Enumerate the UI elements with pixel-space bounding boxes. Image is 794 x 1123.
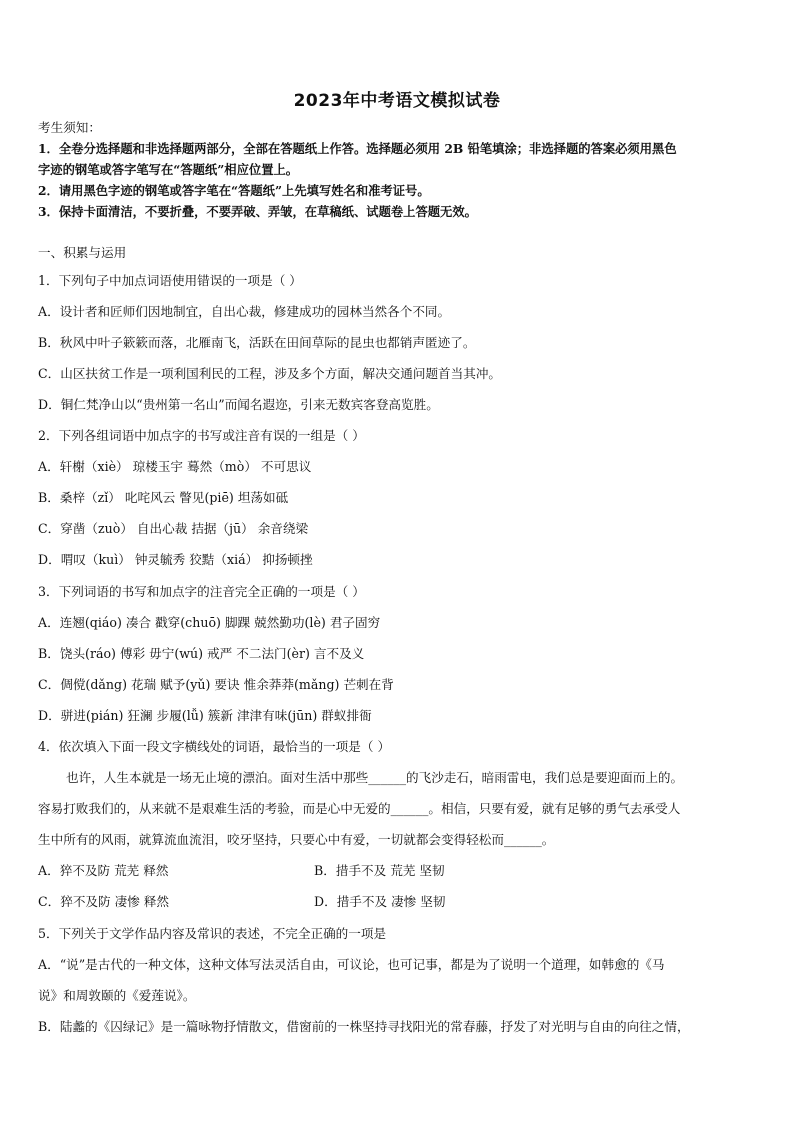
question-2-option-c: C．穿凿（zuò） 自出心裁 拮据（jū） 余音绕梁 xyxy=(38,521,309,536)
question-4-option-c: C．猝不及防 凄惨 释然 xyxy=(38,894,169,909)
question-3-stem: 3．下列词语的书写和加点字的注音完全正确的一项是（ ） xyxy=(38,584,365,599)
question-3-option-a: A．连翘(qiáo) 凑合 戳穿(chuō) 脚踝 兢然勤功(lè) 君子固穷 xyxy=(38,615,381,630)
question-2-option-a: A．轩榭（xiè） 琼楼玉宇 蓦然（mò） 不可思议 xyxy=(38,459,312,474)
notice-line: 字迹的钢笔或答字笔写在“答题纸”相应位置上。 xyxy=(38,162,299,177)
question-3-option-b: B．饶头(ráo) 傅彩 毋宁(wú) 戒严 不二法门(èr) 言不及义 xyxy=(38,646,365,661)
notice-heading: 考生须知： xyxy=(38,120,101,135)
question-1-option-b: B．秋风中叶子簌簌而落，北雁南飞，活跃在田间草际的昆虫也都销声匿迹了。 xyxy=(38,335,476,350)
question-4-stem: 4．依次填入下面一段文字横线处的词语，最恰当的一项是（ ） xyxy=(38,739,391,754)
notice-line: 1．全卷分选择题和非选择题两部分，全部在答题纸上作答。选择题必须用 2B 铅笔填涂；非选择题的答案必须用黑色 xyxy=(38,141,677,156)
question-4-option-d: D．措手不及 凄惨 坚韧 xyxy=(314,894,446,909)
question-1-option-d: D．铜仁梵净山以“贵州第一名山”而闻名遐迩，引来无数宾客登高览胜。 xyxy=(38,397,439,412)
section-heading: 一、积累与运用 xyxy=(38,245,127,260)
question-5-text: B．陆蠡的《囚绿记》是一篇咏物抒情散文，借窗前的一株坚持寻找阳光的常春藤，抒发了对光明与自由的向往之情， xyxy=(38,1019,690,1034)
question-4-passage: 生中所有的风雨，就算流血流泪，咬牙坚持，只要心中有爱，一切就都会变得轻松而______。 xyxy=(38,832,555,847)
question-4-option-b: B．措手不及 荒芜 坚韧 xyxy=(314,863,445,878)
question-2-option-b: B．桑梓（zǐ） 叱咤风云 瞥见(piē) 坦荡如砥 xyxy=(38,490,289,505)
question-2-option-d: D．喟叹（kuì） 钟灵毓秀 狡黠（xiá） 抑扬顿挫 xyxy=(38,552,313,567)
question-4-option-a: A．猝不及防 荒芜 释然 xyxy=(38,863,169,878)
notice-line: 3．保持卡面清洁，不要折叠，不要弄破、弄皱，在草稿纸、试题卷上答题无效。 xyxy=(38,204,477,219)
notice-line: 2．请用黑色字迹的钢笔或答字笔在“答题纸”上先填写姓名和准考证号。 xyxy=(38,183,430,198)
question-5-text: A．“说”是古代的一种文体，这种文体写法灵活自由，可议论，也可记事，都是为了说明一个道理，如韩愈的《马 xyxy=(38,957,665,972)
question-4-passage: 也许，人生本就是一场无止境的漂泊。面对生活中那些______的飞沙走石，暗雨雷电，我们总是要迎面而上的。 xyxy=(66,770,684,785)
question-1-option-c: C．山区扶贫工作是一项利国利民的工程，涉及多个方面，解决交通问题首当其冲。 xyxy=(38,366,502,381)
question-1-stem: 1．下列句子中加点词语使用错误的一项是（ ） xyxy=(38,273,302,288)
question-1-option-a: A．设计者和匠师们因地制宜，自出心裁，修建成功的园林当然各个不同。 xyxy=(38,304,451,319)
exam-title: 2023年中考语文模拟试卷 xyxy=(293,91,501,111)
question-5-stem: 5．下列关于文学作品内容及常识的表述，不完全正确的一项是 xyxy=(38,926,387,941)
question-5-text: 说》和周敦颐的《爱莲说》。 xyxy=(38,988,196,1003)
question-3-option-d: D．骈进(pián) 狂澜 步履(lǚ) 簇新 津津有味(jūn) 群蚁排衙 xyxy=(38,708,372,723)
question-2-stem: 2．下列各组词语中加点字的书写或注音有误的一组是（ ） xyxy=(38,428,365,443)
question-4-passage: 容易打败我们的，从来就不是艰难生活的考验，而是心中无爱的______。相信，只要有爱，就有足够的勇气去承受人 xyxy=(38,801,681,816)
question-3-option-c: C．倜傥(dǎng) 花瑞 赋予(yǔ) 要诀 惟余莽莽(mǎng) 芒刺在背 xyxy=(38,677,394,692)
